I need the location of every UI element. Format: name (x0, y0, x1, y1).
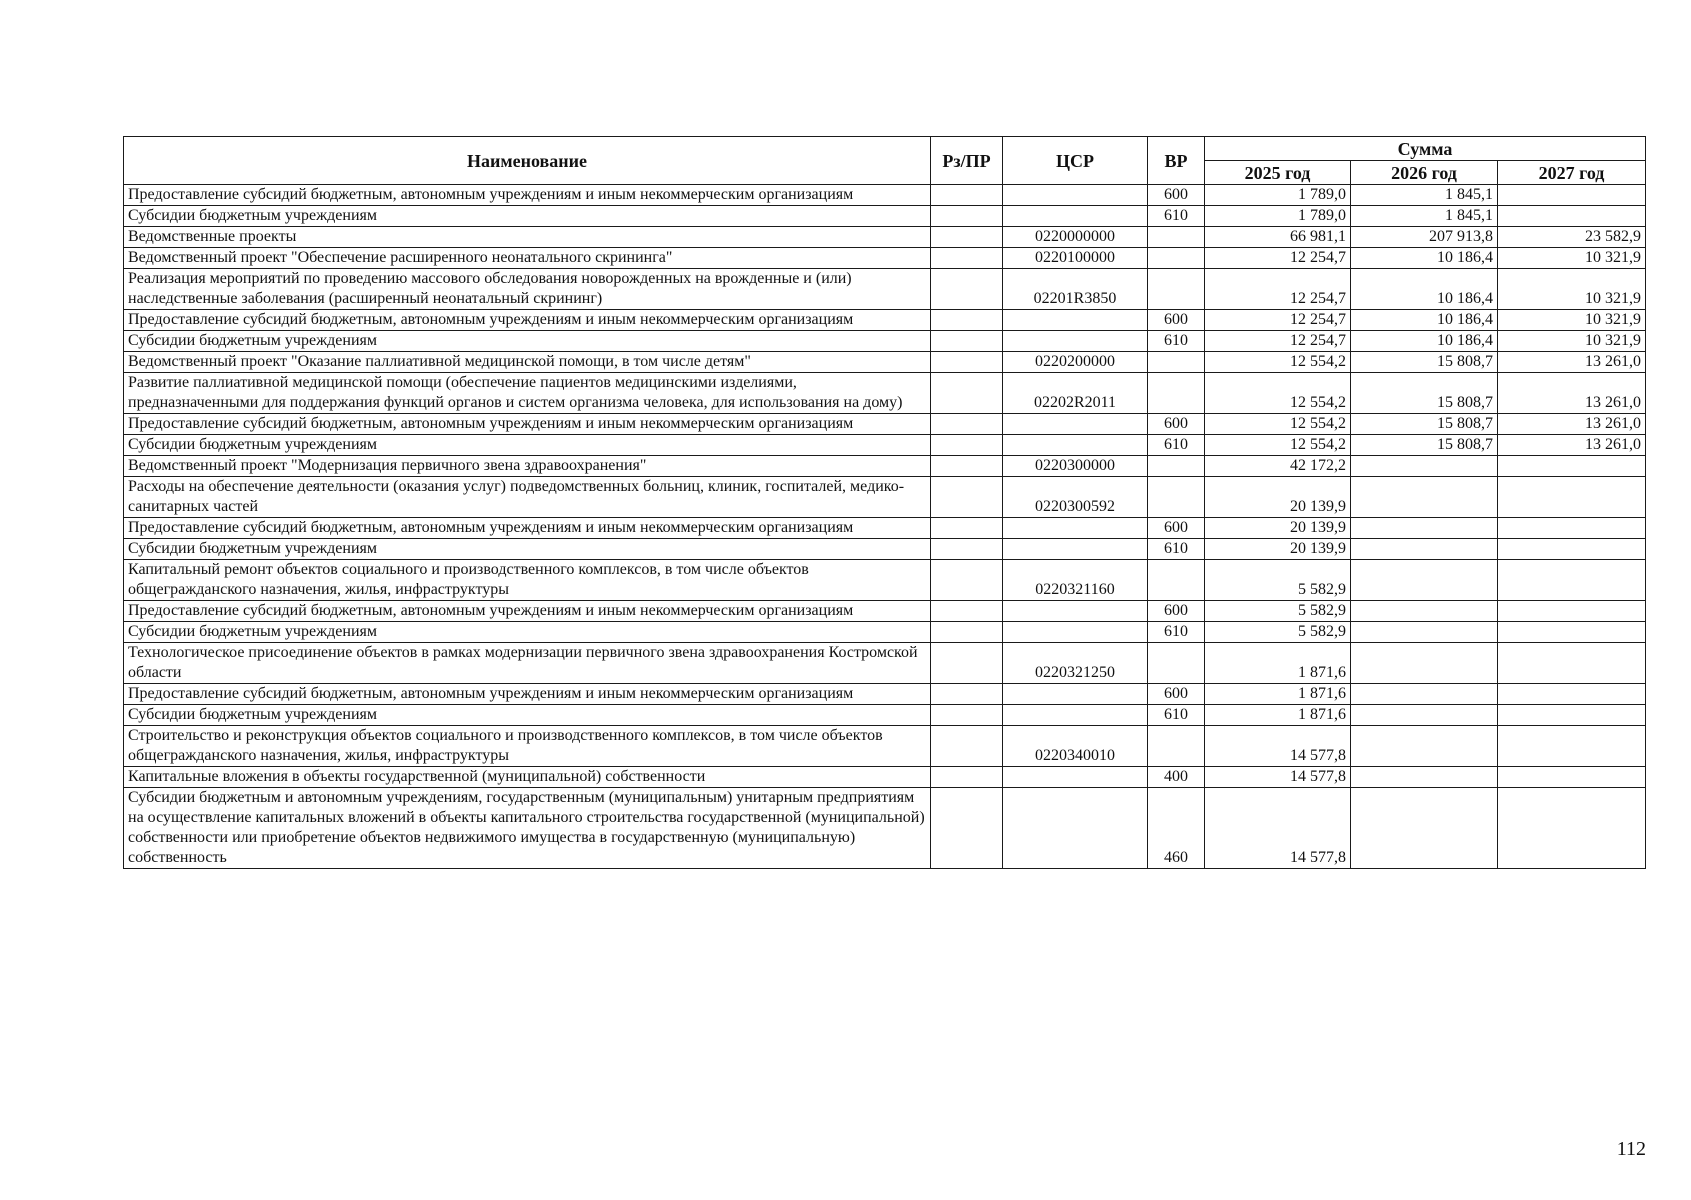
cell-name: Субсидии бюджетным учреждениям (124, 331, 931, 352)
cell-2026: 15 808,7 (1351, 352, 1498, 373)
cell-name: Ведомственный проект "Модернизация первичного звена здравоохранения" (124, 456, 931, 477)
header-csr: ЦСР (1003, 137, 1148, 185)
cell-csr (1003, 331, 1148, 352)
cell-name: Предоставление субсидий бюджетным, автономным учреждениям и иным некоммерческим организациям (124, 601, 931, 622)
cell-2027: 23 582,9 (1498, 227, 1646, 248)
cell-rzpr (931, 643, 1003, 684)
cell-vr: 460 (1148, 788, 1205, 869)
cell-vr (1148, 373, 1205, 414)
cell-name: Ведомственный проект "Оказание паллиативной медицинской помощи, в том числе детям" (124, 352, 931, 373)
cell-2026 (1351, 477, 1498, 518)
cell-csr (1003, 601, 1148, 622)
cell-vr (1148, 643, 1205, 684)
header-year-2027: 2027 год (1498, 161, 1646, 185)
cell-vr: 600 (1148, 310, 1205, 331)
cell-name: Субсидии бюджетным учреждениям (124, 539, 931, 560)
cell-vr (1148, 477, 1205, 518)
cell-2026 (1351, 643, 1498, 684)
cell-vr (1148, 227, 1205, 248)
cell-2026 (1351, 705, 1498, 726)
cell-rzpr (931, 726, 1003, 767)
cell-csr (1003, 185, 1148, 206)
cell-rzpr (931, 414, 1003, 435)
cell-name: Предоставление субсидий бюджетным, автономным учреждениям и иным некоммерческим организациям (124, 310, 931, 331)
header-year-2026: 2026 год (1351, 161, 1498, 185)
cell-rzpr (931, 767, 1003, 788)
cell-csr (1003, 705, 1148, 726)
cell-csr (1003, 622, 1148, 643)
cell-name: Строительство и реконструкция объектов социального и производственного комплексов, в том числе объектов общегражданского назначения, жилья, инфраструктуры (124, 726, 931, 767)
cell-vr (1148, 248, 1205, 269)
cell-2027 (1498, 539, 1646, 560)
cell-csr: 0220300592 (1003, 477, 1148, 518)
cell-name: Субсидии бюджетным учреждениям (124, 622, 931, 643)
cell-name: Субсидии бюджетным учреждениям (124, 206, 931, 227)
cell-csr (1003, 206, 1148, 227)
cell-vr: 610 (1148, 622, 1205, 643)
cell-2025: 14 577,8 (1205, 788, 1351, 869)
cell-rzpr (931, 622, 1003, 643)
cell-csr (1003, 684, 1148, 705)
table-row (124, 643, 1646, 684)
table-row (124, 185, 1646, 206)
cell-2025: 20 139,9 (1205, 477, 1351, 518)
header-vr: ВР (1148, 137, 1205, 185)
cell-2025: 1 871,6 (1205, 643, 1351, 684)
cell-2027 (1498, 622, 1646, 643)
cell-vr: 600 (1148, 601, 1205, 622)
table-row (124, 684, 1646, 705)
cell-rzpr (931, 705, 1003, 726)
cell-2026: 207 913,8 (1351, 227, 1498, 248)
cell-vr: 610 (1148, 206, 1205, 227)
cell-2026 (1351, 726, 1498, 767)
cell-2026: 10 186,4 (1351, 310, 1498, 331)
cell-2027: 13 261,0 (1498, 414, 1646, 435)
cell-2025: 12 254,7 (1205, 248, 1351, 269)
cell-2027: 10 321,9 (1498, 248, 1646, 269)
cell-2027 (1498, 643, 1646, 684)
cell-vr: 600 (1148, 684, 1205, 705)
cell-2027 (1498, 456, 1646, 477)
cell-name: Реализация мероприятий по проведению массового обследования новорожденных на врожденные и (или) наследственные заболевания (расширенный неонатальный скрининг) (124, 269, 931, 310)
cell-2026: 1 845,1 (1351, 185, 1498, 206)
cell-2025: 12 554,2 (1205, 414, 1351, 435)
cell-vr: 610 (1148, 331, 1205, 352)
cell-name: Предоставление субсидий бюджетным, автономным учреждениям и иным некоммерческим организациям (124, 185, 931, 206)
cell-2027 (1498, 684, 1646, 705)
cell-rzpr (931, 601, 1003, 622)
cell-rzpr (931, 539, 1003, 560)
table-row (124, 310, 1646, 331)
cell-2026: 10 186,4 (1351, 269, 1498, 310)
cell-2025: 1 789,0 (1205, 185, 1351, 206)
cell-rzpr (931, 185, 1003, 206)
cell-rzpr (931, 352, 1003, 373)
cell-csr (1003, 788, 1148, 869)
cell-2027 (1498, 518, 1646, 539)
budget-table (123, 136, 1646, 869)
cell-csr (1003, 435, 1148, 456)
cell-rzpr (931, 788, 1003, 869)
header-sum: Сумма (1205, 137, 1646, 161)
cell-2025: 20 139,9 (1205, 518, 1351, 539)
cell-vr: 610 (1148, 539, 1205, 560)
table-row (124, 788, 1646, 869)
page-number: 112 (1616, 1138, 1646, 1160)
cell-2025: 1 871,6 (1205, 684, 1351, 705)
cell-2025: 66 981,1 (1205, 227, 1351, 248)
cell-vr: 610 (1148, 705, 1205, 726)
cell-rzpr (931, 477, 1003, 518)
cell-2027: 10 321,9 (1498, 269, 1646, 310)
table-row (124, 456, 1646, 477)
cell-2027: 13 261,0 (1498, 373, 1646, 414)
cell-rzpr (931, 269, 1003, 310)
cell-2026 (1351, 560, 1498, 601)
cell-2026: 1 845,1 (1351, 206, 1498, 227)
cell-2026: 15 808,7 (1351, 435, 1498, 456)
cell-2027 (1498, 767, 1646, 788)
cell-name: Субсидии бюджетным учреждениям (124, 435, 931, 456)
header-name: Наименование (124, 137, 931, 185)
cell-2027 (1498, 788, 1646, 869)
table-row (124, 767, 1646, 788)
table-row (124, 206, 1646, 227)
cell-csr (1003, 518, 1148, 539)
header-rzpr: Рз/ПР (931, 137, 1003, 185)
cell-2027: 13 261,0 (1498, 352, 1646, 373)
cell-vr (1148, 269, 1205, 310)
cell-csr: 02201R3850 (1003, 269, 1148, 310)
cell-vr (1148, 726, 1205, 767)
header-row (124, 137, 1646, 161)
table-row (124, 373, 1646, 414)
cell-name: Капитальные вложения в объекты государственной (муниципальной) собственности (124, 767, 931, 788)
cell-name: Капитальный ремонт объектов социального и производственного комплексов, в том числе объектов общегражданского назначения, жилья, инфраструктуры (124, 560, 931, 601)
cell-name: Ведомственный проект "Обеспечение расширенного неонатального скрининга" (124, 248, 931, 269)
cell-name: Субсидии бюджетным учреждениям (124, 705, 931, 726)
cell-2027 (1498, 705, 1646, 726)
cell-csr: 0220100000 (1003, 248, 1148, 269)
table-row (124, 331, 1646, 352)
cell-rzpr (931, 310, 1003, 331)
cell-2026 (1351, 684, 1498, 705)
cell-2025: 12 554,2 (1205, 435, 1351, 456)
cell-name: Развитие паллиативной медицинской помощи (обеспечение пациентов медицинскими изделиями, предназначенными для поддержания функций органов и систем организма человека, для использования на дому) (124, 373, 931, 414)
cell-csr: 0220300000 (1003, 456, 1148, 477)
cell-2025: 5 582,9 (1205, 601, 1351, 622)
table-row (124, 248, 1646, 269)
cell-name: Расходы на обеспечение деятельности (оказания услуг) подведомственных больниц, клиник, госпиталей, медико-санитарных частей (124, 477, 931, 518)
cell-2026: 15 808,7 (1351, 414, 1498, 435)
cell-2026 (1351, 518, 1498, 539)
cell-2025: 12 254,7 (1205, 331, 1351, 352)
cell-rzpr (931, 435, 1003, 456)
cell-2027 (1498, 185, 1646, 206)
cell-vr: 400 (1148, 767, 1205, 788)
cell-csr: 0220000000 (1003, 227, 1148, 248)
cell-2025: 42 172,2 (1205, 456, 1351, 477)
cell-2025: 1 871,6 (1205, 705, 1351, 726)
cell-2026 (1351, 601, 1498, 622)
cell-rzpr (931, 248, 1003, 269)
table-row (124, 352, 1646, 373)
cell-2027: 10 321,9 (1498, 331, 1646, 352)
cell-csr (1003, 539, 1148, 560)
table-row (124, 269, 1646, 310)
cell-2027: 13 261,0 (1498, 435, 1646, 456)
cell-2025: 12 554,2 (1205, 352, 1351, 373)
cell-2025: 12 254,7 (1205, 310, 1351, 331)
cell-2026 (1351, 788, 1498, 869)
header-year-2025: 2025 год (1205, 161, 1351, 185)
cell-2026 (1351, 622, 1498, 643)
cell-csr: 0220200000 (1003, 352, 1148, 373)
cell-2026: 10 186,4 (1351, 248, 1498, 269)
cell-2026 (1351, 456, 1498, 477)
cell-2027 (1498, 206, 1646, 227)
cell-rzpr (931, 518, 1003, 539)
cell-name: Предоставление субсидий бюджетным, автономным учреждениям и иным некоммерческим организациям (124, 518, 931, 539)
table-row (124, 414, 1646, 435)
cell-rzpr (931, 206, 1003, 227)
cell-rzpr (931, 227, 1003, 248)
cell-csr: 0220321160 (1003, 560, 1148, 601)
cell-2025: 5 582,9 (1205, 560, 1351, 601)
cell-2027 (1498, 477, 1646, 518)
cell-name: Предоставление субсидий бюджетным, автономным учреждениям и иным некоммерческим организациям (124, 684, 931, 705)
table-row (124, 705, 1646, 726)
cell-2025: 14 577,8 (1205, 726, 1351, 767)
cell-vr (1148, 456, 1205, 477)
cell-name: Технологическое присоединение объектов в рамках модернизации первичного звена здравоохранения Костромской области (124, 643, 931, 684)
cell-vr (1148, 560, 1205, 601)
cell-2025: 12 554,2 (1205, 373, 1351, 414)
cell-rzpr (931, 456, 1003, 477)
cell-vr: 600 (1148, 518, 1205, 539)
cell-name: Предоставление субсидий бюджетным, автономным учреждениям и иным некоммерческим организациям (124, 414, 931, 435)
table-row (124, 518, 1646, 539)
cell-vr: 600 (1148, 185, 1205, 206)
cell-csr (1003, 767, 1148, 788)
cell-rzpr (931, 560, 1003, 601)
cell-2026: 15 808,7 (1351, 373, 1498, 414)
cell-csr (1003, 310, 1148, 331)
cell-rzpr (931, 684, 1003, 705)
cell-rzpr (931, 331, 1003, 352)
cell-csr: 02202R2011 (1003, 373, 1148, 414)
cell-2027: 10 321,9 (1498, 310, 1646, 331)
cell-vr: 600 (1148, 414, 1205, 435)
cell-2026 (1351, 539, 1498, 560)
cell-2027 (1498, 726, 1646, 767)
table-body (124, 185, 1646, 869)
table-row (124, 477, 1646, 518)
table-row (124, 560, 1646, 601)
table-row (124, 622, 1646, 643)
cell-2025: 1 789,0 (1205, 206, 1351, 227)
table-row (124, 601, 1646, 622)
cell-rzpr (931, 373, 1003, 414)
cell-2025: 20 139,9 (1205, 539, 1351, 560)
table-row (124, 227, 1646, 248)
cell-2026 (1351, 767, 1498, 788)
cell-vr: 610 (1148, 435, 1205, 456)
cell-2025: 14 577,8 (1205, 767, 1351, 788)
table-row (124, 539, 1646, 560)
table-row (124, 435, 1646, 456)
cell-vr (1148, 352, 1205, 373)
cell-csr: 0220321250 (1003, 643, 1148, 684)
cell-2025: 5 582,9 (1205, 622, 1351, 643)
table-row (124, 726, 1646, 767)
cell-name: Ведомственные проекты (124, 227, 931, 248)
cell-csr (1003, 414, 1148, 435)
cell-2025: 12 254,7 (1205, 269, 1351, 310)
cell-csr: 0220340010 (1003, 726, 1148, 767)
cell-2027 (1498, 601, 1646, 622)
cell-2027 (1498, 560, 1646, 601)
cell-2026: 10 186,4 (1351, 331, 1498, 352)
cell-name: Субсидии бюджетным и автономным учреждениям, государственным (муниципальным) унитарным предприятиям на осуществление капитальных вложений в объекты капитального строительства государственной (муниципальной) собственности или приобретение объектов недвижимого имущества в государственную (муниципальную) собственность (124, 788, 931, 869)
